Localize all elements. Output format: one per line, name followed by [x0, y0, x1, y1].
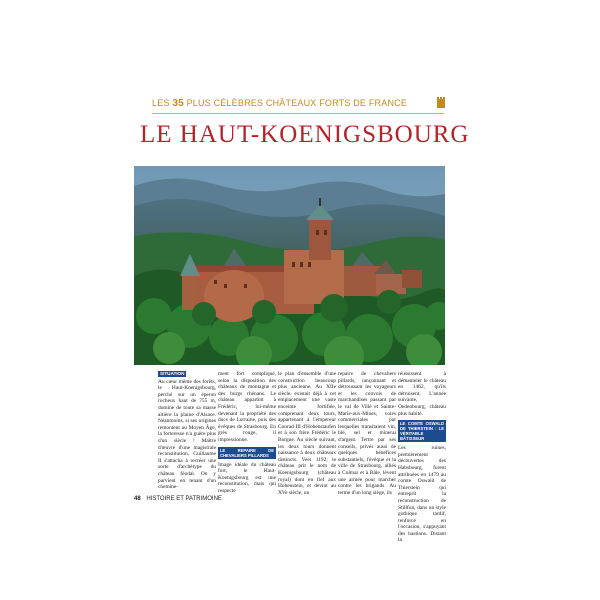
- section-heading-situation: SITUATION: [160, 371, 185, 376]
- text-column-3: [278, 371, 336, 496]
- publication-name: HISTOIRE ET PATRIMOINE: [146, 496, 222, 502]
- page-title: LE HAUT-KOENIGSBOURG: [140, 121, 470, 148]
- series-suffix: PLUS CÉLÈBRES CHÂTEAUX FORTS DE FRANCE: [186, 98, 408, 108]
- column-4-text: repaire de chevaliers pillards, rançonnant et détroussant les voyageurs et les convois de marchandises passant par le val de Villé et Sainte-Marie-aux-Mines, voies commerciales par lesquelles transitaient vin, blé, sel et minerai d'argent. Tertre par ses conseils, privés aussi de quelques bénéfices substantiels, l'évêque et la ville de Strasbourg, alliés à Colmar et à Bâle, lèvent une armée pour marcher contre les brigands. Au terme d'un long siège, ils: [338, 371, 396, 496]
- text-column-2: [218, 371, 276, 495]
- castle-icon: [437, 99, 445, 108]
- column-5-text: réussissent à démanteler le château en 1462, qu'ils détruisent. L'année suivante, Oedenbourg, château plus habité.: [398, 371, 446, 417]
- column-2-text: ment fort compliqué, selon la disposition des châteaux de montagne et des burgs rhénans. Le château appartint à Frédéric, lui-même devenant la propriété des ducs de Lorraine, puis des évêques de Strasbourg. En grès rouge, il impressionne.: [218, 371, 276, 443]
- series-number: 35: [172, 98, 184, 109]
- series-rule: [152, 113, 444, 114]
- column-1-text: Au cœur même des forêts, le Haut-Koenigsbourg, perché sur un éperon rocheux haut de 755 m, domine de toute sa masse altière la plaine d'Alsace. Néanmoins, si ses origines remontent au Moyen Âge, la forteresse n'a guère plus d'un siècle ! Maître d'œuvre d'une magistrale reconstitution, Guillaume II s'attacha à recréer une sorte d'archétype du château féodal. On y parvient en tenant d'un chemine-: [158, 378, 216, 491]
- column-5-text-continued: Les ruines, premièrement découvertes des Habsbourg, furent attribuées en 1479 au comte Oswald de Thierstein qui entreprit la reconstruction de Stillfon, dans un style gothique tardif, renforcé en l'occasion, s'appuyant des bastions. Distant la: [398, 445, 446, 544]
- series-heading: [152, 98, 452, 112]
- page-footer: [134, 496, 222, 502]
- page-number: 48: [134, 496, 141, 502]
- column-3-text: le plan d'ensemble d'une construction beaucoup plus ancienne. Au XIIe siècle, existait déjà à cet emplacement une vaste enceinte fortifiée, comprenant deux tours, appartenant à l'empereur Conrad III d'Hohenstaufen et à son frère Frédéric le Borgne. Au siècle suivant, les deux tours donnent naissance à deux châteaux distincts. Vers 1192, le château prit le nom de Koenigsbourg (château royal) dont en fief aux Hohenstein, et devint au XVe siècle, un: [278, 371, 336, 496]
- text-column-4: [338, 371, 396, 496]
- castle-photo: [134, 166, 445, 365]
- section-heading-repaire: LE REPAIRE DE CHEVALIERS PILLARDS: [220, 447, 274, 458]
- text-column-1: [158, 371, 216, 491]
- section-heading-oswald: LE COMTE OSWALD DE THIERSTEIN : LE VÉRITABLE BÂTISSEUR: [400, 421, 444, 442]
- column-2-text-continued: Image idéale du château fort, le Haut-Koenigsbourg est une reconstitution, mais qui respecte: [218, 461, 276, 494]
- series-prefix: LES: [152, 98, 170, 108]
- text-column-5: [398, 371, 446, 544]
